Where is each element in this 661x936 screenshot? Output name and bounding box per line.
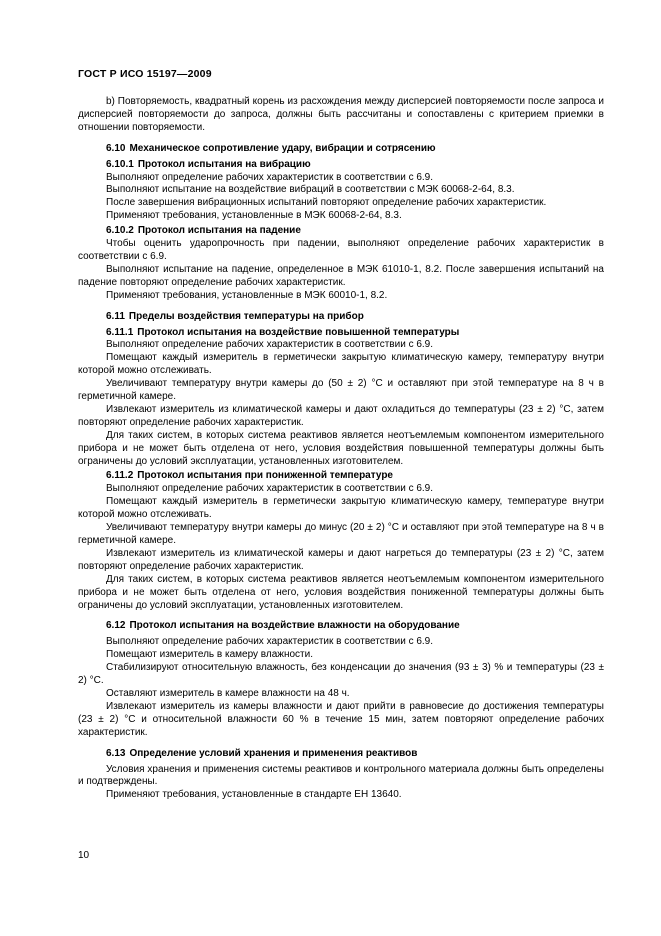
section-number: 6.13 bbox=[106, 747, 126, 759]
paragraph: Выполняют испытание на падение, определенное в МЭК 61010-1, 8.2. После завершения испытаний на падение повторяют определение рабочих характеристик. bbox=[78, 263, 604, 288]
subsection-heading bbox=[78, 470, 604, 483]
paragraph: Помещают каждый измеритель в герметически закрытую климатическую камеру, температуре внутри которой можно отслеживать. bbox=[78, 496, 604, 521]
paragraph: Для таких систем, в которых система реактивов является неотъемлемым компонентом измерительного прибора и не может быть отделена от него, условия воздействия повышенной температуры должны быть ограничены до условий эксплуатации, установленных изготовителем. bbox=[78, 429, 604, 467]
paragraph: Извлекают измеритель из климатической камеры и дают охладиться до температуры (23 ± 2) °С, затем повторяют определение рабочих характеристик. bbox=[78, 403, 604, 428]
paragraph: Помещают измеритель в камеру влажности. bbox=[106, 649, 313, 661]
paragraph: Оставляют измеритель в камере влажности на 48 ч. bbox=[106, 687, 350, 699]
section-number: 6.12 bbox=[106, 620, 126, 632]
paragraph: Выполняют испытание на воздействие вибраций в соответствии с МЭК 60068-2-64, 8.3. bbox=[106, 184, 515, 196]
section-title: Протокол испытания на воздействие повышенной температуры bbox=[137, 326, 460, 338]
section-number: 6.11.1 bbox=[106, 326, 134, 338]
section-heading bbox=[78, 311, 604, 324]
paragraph: Увеличивают температуру внутри камеры до минус (20 ± 2) °С и оставляют при этой температуре на 8 ч в герметичной камере. bbox=[78, 522, 604, 546]
paragraph: Извлекают измеритель из климатической камеры и дают нагреться до температуры (23 ± 2) °С, затем повторяют определение рабочих характеристик. bbox=[78, 547, 604, 572]
paragraph: Выполняют определение рабочих характеристик в соответствии с 6.9. bbox=[106, 339, 434, 351]
section-title: Механическое сопротивление удару, вибрации и сотрясению bbox=[129, 142, 436, 154]
document-body bbox=[78, 96, 604, 802]
section-title: Протокол испытания на падение bbox=[137, 225, 301, 237]
section-title: Пределы воздействия температуры на прибор bbox=[128, 310, 364, 322]
subsection-heading bbox=[78, 159, 604, 172]
paragraph: Извлекают измеритель из камеры влажности и дают прийти в равновесие до достижения температуры (23 ± 2) °С и относительной влажности 60 % в течение 15 мин, затем повторяют определение рабочих характеристик. bbox=[78, 700, 604, 738]
paragraph: Условия хранения и применения системы реактивов и контрольного материала должны быть определены и подтверждены. bbox=[78, 763, 604, 788]
paragraph: Для таких систем, в которых система реактивов является неотъемлемым компонентом измерительного прибора и не может быть отделена от него, условия воздействия пониженной температуры должны быть ограничены до условий эксплуатации, установленных изготовителем. bbox=[78, 573, 604, 611]
paragraph: После завершения вибрационных испытаний повторяют определение рабочих характеристик. bbox=[106, 197, 547, 209]
paragraph: Выполняют определение рабочих характеристик в соответствии с 6.9. bbox=[106, 636, 434, 648]
paragraph: Увеличивают температуру внутри камеры до (50 ± 2) °С и оставляют при этой температуре на 8 ч в герметичной камере. bbox=[78, 378, 604, 403]
paragraph: Помещают каждый измеритель в герметически закрытую климатическую камеру, температуру внутри которой можно отслеживать. bbox=[78, 352, 604, 377]
section-heading bbox=[78, 748, 604, 761]
section-number: 6.10.1 bbox=[106, 158, 134, 170]
section-heading bbox=[78, 620, 604, 633]
section-number: 6.11 bbox=[106, 310, 125, 322]
section-title: Протокол испытания на воздействие влажности на оборудование bbox=[129, 620, 460, 632]
section-title: Протокол испытания на вибрацию bbox=[137, 158, 311, 170]
paragraph: b) Повторяемость, квадратный корень из расхождения между дисперсией повторяемости после запроса и дисперсией повторяемости до запроса, должны быть рассчитаны и сопоставлены с критерием приемки в отношении повторяемости. bbox=[78, 96, 604, 133]
section-heading bbox=[78, 143, 604, 156]
paragraph: Выполняют определение рабочих характеристик в соответствии с 6.9. bbox=[106, 483, 434, 495]
paragraph: Стабилизируют относительную влажность, без конденсации до значения (93 ± 3) % и температуры (23 ± 2) °С. bbox=[78, 662, 604, 687]
section-title: Протокол испытания при пониженной температуре bbox=[137, 470, 393, 482]
paragraph: Применяют требования, установленные в МЭК 60010-1, 8.2. bbox=[106, 289, 388, 301]
section-number: 6.10 bbox=[106, 142, 126, 154]
section-number: 6.10.2 bbox=[106, 225, 134, 237]
paragraph: Применяют требования, установленные в МЭК 60068-2-64, 8.3. bbox=[106, 210, 402, 222]
paragraph: Выполняют определение рабочих характеристик в соответствии с 6.9. bbox=[106, 171, 434, 183]
paragraph: Чтобы оценить ударопрочность при падении, выполняют определение рабочих характеристик в соответствии с 6.9. bbox=[78, 238, 604, 262]
section-number: 6.11.2 bbox=[106, 470, 134, 482]
document-header: ГОСТ Р ИСО 15197—2009 bbox=[78, 68, 212, 80]
subsection-heading bbox=[78, 225, 604, 238]
section-title: Определение условий хранения и применения реактивов bbox=[129, 747, 418, 759]
paragraph: Применяют требования, установленные в стандарте ЕН 13640. bbox=[106, 789, 402, 801]
page-number: 10 bbox=[78, 850, 90, 861]
subsection-heading bbox=[78, 327, 604, 340]
